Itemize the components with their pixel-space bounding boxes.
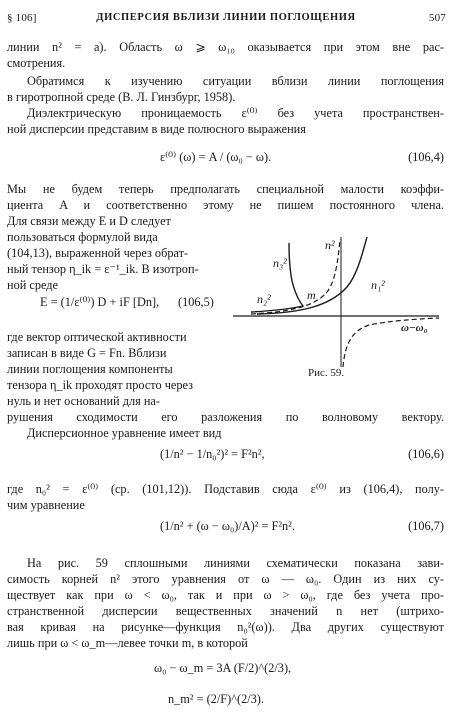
equation-omega-m: ω₀ − ω_m = 3A (F/2)^(2/3), [154,661,292,675]
text-line: Мы не будем теперь предполагать специальной малости коэффи- [7,182,444,196]
equation-number: (106,6) [408,447,444,461]
text-line: Обратимся к изучению ситуации вблизи линии поглощения [27,74,444,88]
text-line: нуль и нет оснований для на- [7,394,160,408]
text-line: смотрения. [7,56,66,70]
equation-106-7: (1/n² + (ω − ω₀)/A)² = F²n². [160,519,295,533]
equation-n-m: n_m² = (2/F)^(2/3). [168,692,264,706]
section-number: § 106] [7,12,37,24]
text-line: вая кривая на рисунке—функция n₀²(ω)). Два других существуют [7,620,444,634]
text-line: где n₀² = ε⁽⁰⁾ (ср. (101,12)). Подставив сюда ε⁽⁰⁾ из (106,4), полу- [7,482,444,496]
solid-curve-n1-squared [257,237,367,314]
label-axis-omega: ω−ω₀ [401,322,428,334]
text-line: Дисперсионное уравнение имеет вид [27,426,222,440]
text-line: ной дисперсии представим в виде полюсного выражения [7,122,306,136]
equation-106-5: E = (1/ε⁽⁰⁾) D + iF [Dn], [40,295,160,309]
text-line: тензора η_ik проходят просто через [7,378,193,392]
label-n3-squared: n₃² [273,256,287,270]
label-n2-squared: n₂² [257,292,271,306]
text-line: (104,13), выраженной через обрат- [7,246,189,260]
text-line: чим уравнение [7,498,85,512]
label-n-squared: n² [325,238,335,252]
text-line: рушения сходимости его разложения по волновому вектору. [7,410,444,424]
text-line: ный тензор η_ik = ε⁻¹_ik. В изотроп- [7,262,199,276]
text-line: линии поглощения компоненты [7,362,173,376]
text-line: Для связи между E и D следует [7,214,171,228]
equation-106-4: ε⁽⁰⁾ (ω) = A / (ω₀ − ω). [160,150,272,164]
text-line: записан в виде G = Fn. Вблизи [7,346,167,360]
text-line: ной среде [7,278,59,292]
equation-106-6: (1/n² − 1/n₀²)² = F²n², [160,447,265,461]
text-line: странственной дисперсии вещественных значений n нет (штрихо- [7,604,444,618]
text-line: линии n² = a). Область ω ⩾ ω₁₀ оказывается при этом вне рас- [7,40,444,54]
equation-number: (106,7) [408,519,444,533]
page-number: 507 [428,12,446,24]
text-line: в гиротропной среде (В. Л. Гинзбург, 1958). [7,90,236,104]
running-title: ДИСПЕРСИЯ ВБЛИЗИ ЛИНИИ ПОГЛОЩЕНИЯ [96,12,356,23]
label-n1-squared: n₁² [371,278,385,292]
text-line: лишь при ω < ω_m—левее точки m, в которой [7,636,248,650]
text-line: циента A и соответственно этому не пишем постоянного члена. [7,198,444,212]
equation-number: (106,5) [178,295,214,309]
equation-number: (106,4) [408,150,444,164]
text-line: где вектор оптической активности [7,330,187,344]
text-line: Диэлектрическую проницаемость ε⁽⁰⁾ без учета пространствен- [27,106,444,120]
text-line: симость корней n² этого уравнения от ω — ω₀. Один из них су- [7,572,444,586]
figure-caption: Рис. 59. [308,367,345,379]
text-line: ществует как при ω < ω₀, так и при ω > ω₀, где без учета про- [7,588,444,602]
text-line: пользоваться формулой вида [7,230,158,244]
text-line: На рис. 59 сплошными линиями схематически показана зави- [27,556,444,570]
label-point-m: m [307,288,316,302]
